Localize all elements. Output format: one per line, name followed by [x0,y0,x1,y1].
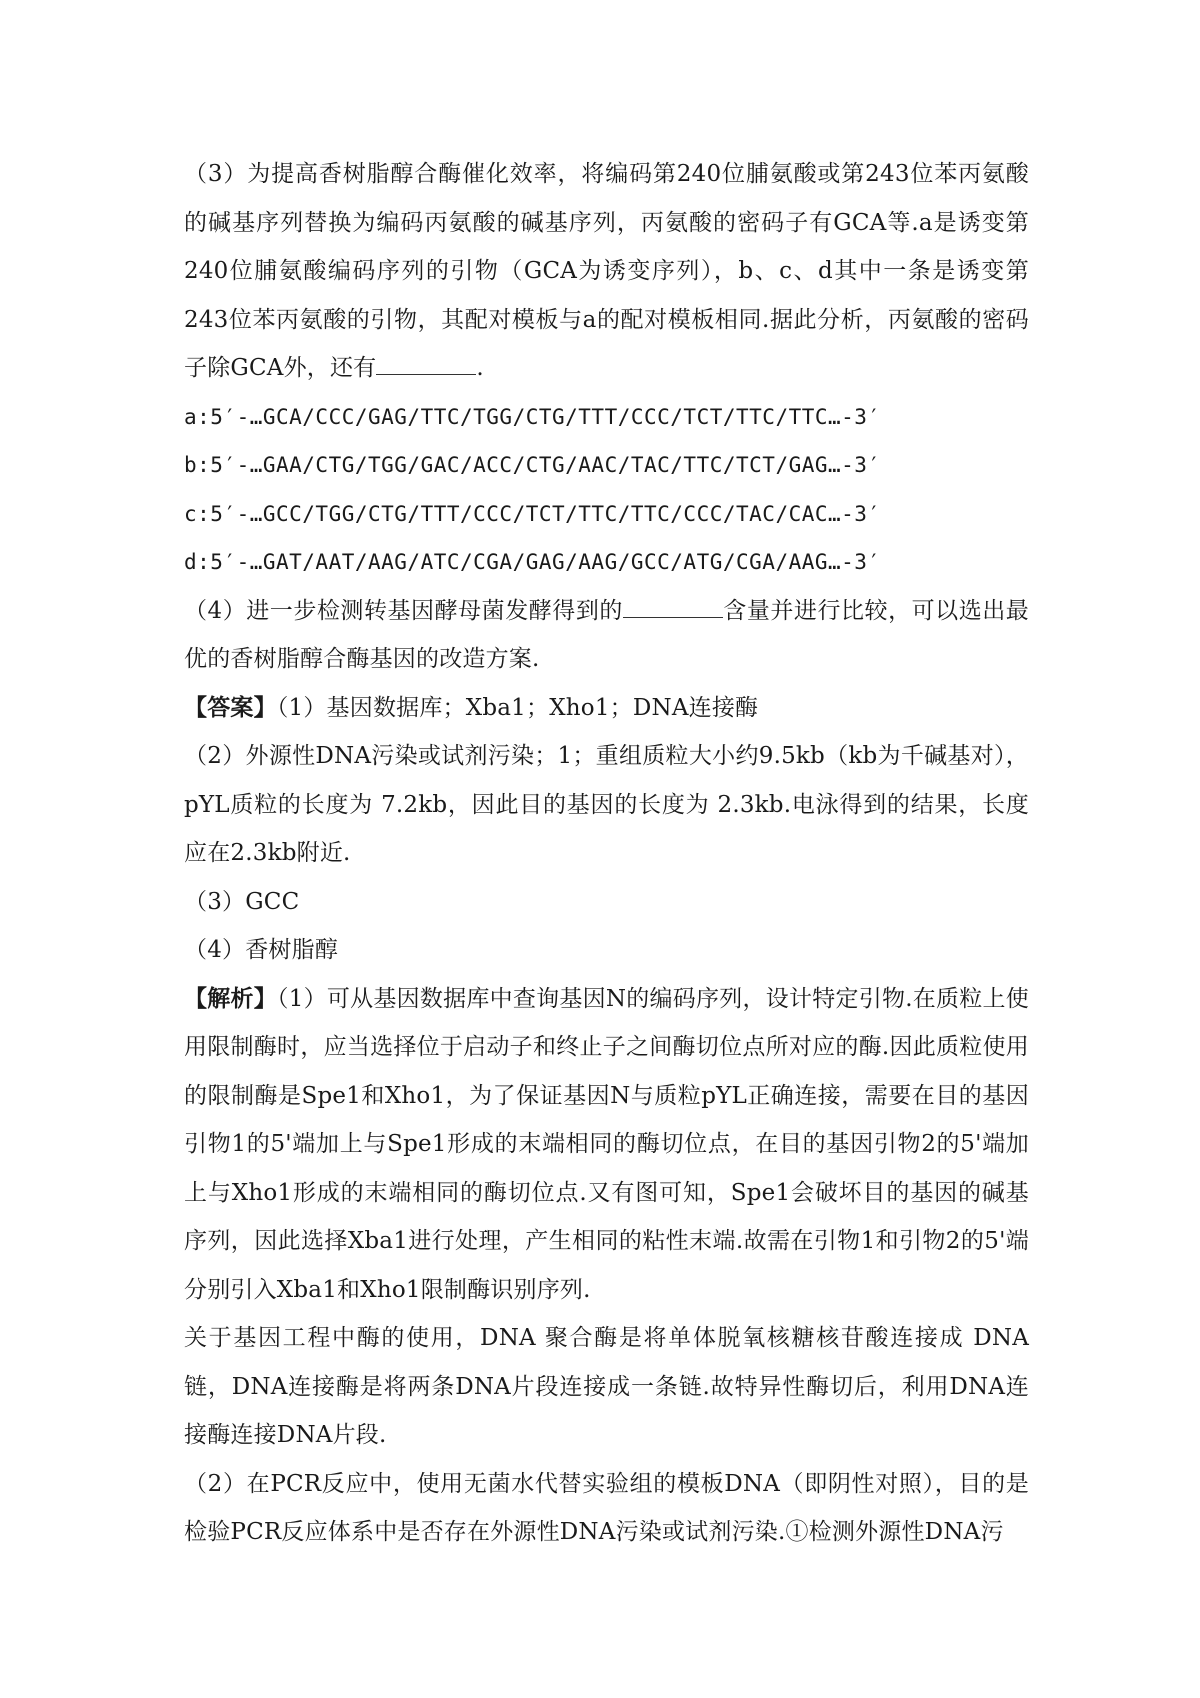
analysis-paragraph-3: （2）在PCR反应中，使用无菌水代替实验组的模板DNA（即阴性对照），目的是检验PCR反应体系中是否存在外源性DNA污染或试剂污染.①检测外源性DNA污 [184,1470,1029,1545]
answer-line-1 [184,684,1029,733]
answer-blank-3 [376,352,476,375]
sequence-c: c:5′-…GCC/TGG/CTG/TTT/CCC/TCT/TTC/TTC/CCC/TAC/CAC…-3′ [184,501,881,526]
answer-1: （1）基因数据库；Xba1；Xho1；DNA连接酶 [276,694,759,721]
answer-3: （3）GCC [184,888,300,915]
document-body [184,150,1029,1557]
answer-label: 【答案】 [184,693,277,721]
question-4-end: 含量并进行比较，可以选出最优的香树脂醇合酶基因的改造方案. [184,597,1029,672]
question-3-text: （3）为提高香树脂醇合酶催化效率，将编码第240位脯氨酸或第243位苯丙氨酸的碱基序列替换为编码丙氨酸的碱基序列，丙氨酸的密码子有GCA等.a是诱变第240位脯氨酸编码序列的引物（GCA为诱变序列），b、c、d其中一条是诱变第243位苯丙氨酸的引物，其配对模板与a的配对模板相同.据此分析，丙氨酸的密码子除GCA外，还有 [184,161,1029,381]
analysis-paragraph-1 [184,975,1029,1315]
analysis-paragraph-2: 关于基因工程中酶的使用，DNA 聚合酶是将单体脱氧核糖核苷酸连接成 DNA链，DNA连接酶是将两条DNA片段连接成一条链.故特异性酶切后，利用DNA连接酶连接DNA片段. [184,1325,1029,1448]
answer-2: （2）外源性DNA污染或试剂污染；1；重组质粒大小约9.5kb（kb为千碱基对），pYL质粒的长度为 7.2kb，因此目的基因的长度为 2.3kb.电泳得到的结果，长度应在2.3kb附近. [184,743,1029,866]
question-4 [184,587,1029,684]
question-3-end: . [476,355,484,381]
sequence-a: a:5′-…GCA/CCC/GAG/TTC/TGG/CTG/TTT/CCC/TCT/TTC/TTC…-3′ [184,404,881,429]
question-3 [184,150,1029,393]
question-4-text: （4）进一步检测转基因酵母菌发酵得到的 [184,597,623,624]
analysis-1: （1）可从基因数据库中查询基因N的编码序列，设计特定引物.在质粒上使用限制酶时，应当选择位于启动子和终止子之间酶切位点所对应的酶.因此质粒使用的限制酶是Spe1和Xho1，为了保证基因N与质粒pYL正确连接，需要在目的基因引物1的5'端加上与Spe1形成的末端相同的酶切位点，在目的基因引物2的5'端加上与Xho1形成的末端相同的酶切位点.又有图可知，Spe1会破坏目的基因的碱基序列，因此选择Xba1进行处理，产生相同的粘性末端.故需在引物1和引物2的5'端分别引入Xba1和Xho1限制酶识别序列. [184,985,1029,1303]
answer-4: （4）香树脂醇 [184,937,339,963]
answer-blank-4 [623,595,723,618]
sequence-d: d:5′-…GAT/AAT/AAG/ATC/CGA/GAG/AAG/GCC/ATG/CGA/AAG…-3′ [184,550,881,574]
sequence-b: b:5′-…GAA/CTG/TGG/GAC/ACC/CTG/AAC/TAC/TTC/TCT/GAG…-3′ [184,453,881,477]
analysis-label: 【解析】 [184,984,277,1012]
